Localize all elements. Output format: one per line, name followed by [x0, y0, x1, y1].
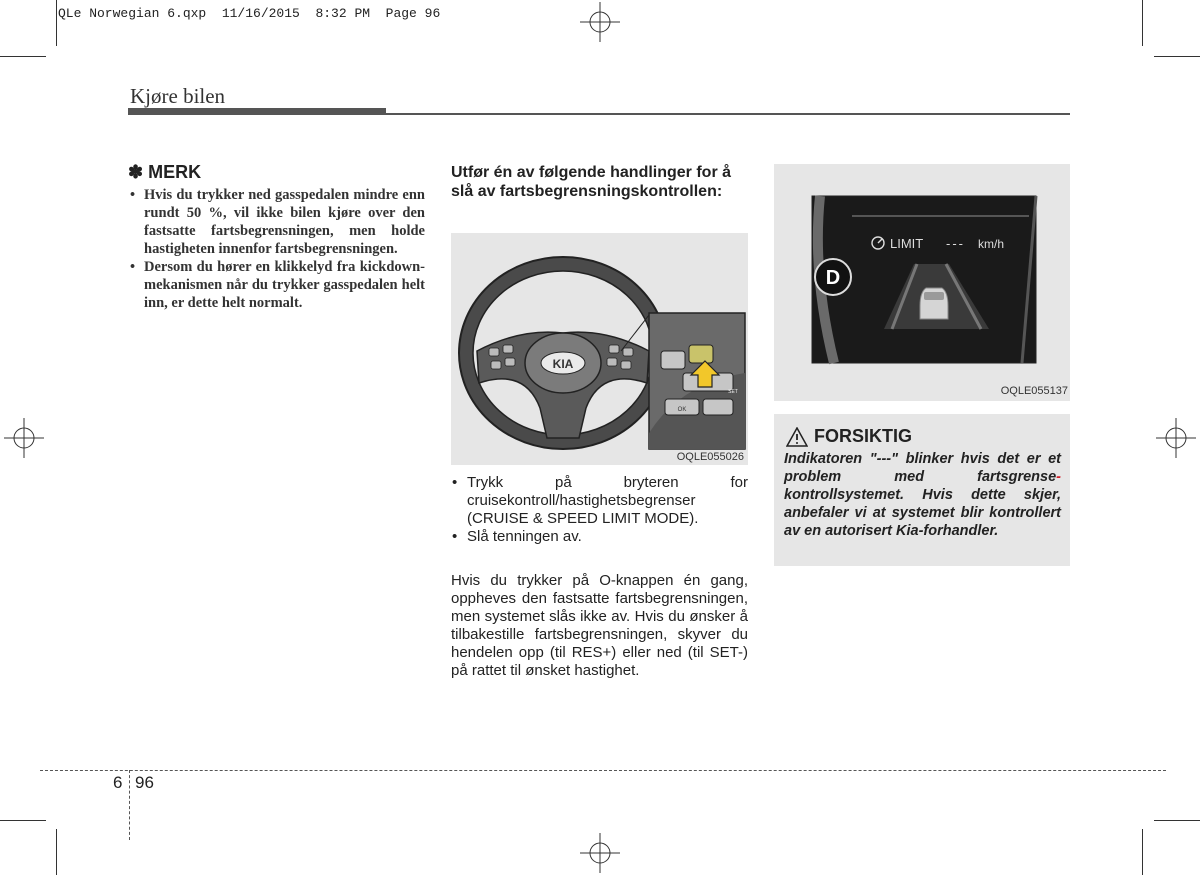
note-heading-text: MERK [148, 162, 202, 182]
instruction-item: • Trykk på bryteren for cruisekontroll/hastighetsbegrenser (CRUISE & SPEED LIMIT MODE). [451, 474, 748, 528]
set-switch-label: SET [728, 389, 738, 395]
print-slug: QLe Norwegian 6.qxp 11/16/2015 8:32 PM Page 96 [58, 6, 441, 21]
caution-heading [786, 426, 912, 447]
crop-mark [1142, 829, 1143, 875]
registration-mark-icon [4, 418, 44, 458]
crop-mark [1154, 56, 1200, 57]
crop-mark [0, 820, 46, 821]
gear-indicator: D [825, 267, 841, 289]
registration-mark-icon [580, 2, 620, 42]
steering-wheel-illustration [451, 233, 748, 465]
instructions-heading: Utfør én av følgende handlinger for å slå av fartsbegrensningskontrollen: [451, 164, 732, 200]
figure-caption: OQLE055026 [676, 451, 744, 463]
title-rule [386, 113, 1070, 115]
caution-text [784, 450, 1061, 540]
footer-divider [129, 770, 130, 840]
crop-mark [0, 56, 46, 57]
caution-box [774, 414, 1070, 566]
steering-wheel-figure [451, 233, 748, 465]
crop-mark [1142, 0, 1143, 46]
note-list [128, 186, 425, 312]
registration-mark-icon [1156, 418, 1196, 458]
note-item: • Hvis du trykker ned gasspedalen mindre enn rundt 50 %, vil ikke bilen kjøre over den fastsatte fartsbegrensningen, men holde hastigheten innenfor fartsbegrensningen. [128, 186, 425, 258]
caution-text-part: kontrollsystemet. Hvis dette skjer, anbefaler vi at systemet blir kontrollert av en autorisert Kia-forhandler. [784, 487, 1061, 539]
crop-mark [56, 0, 57, 46]
caution-text-part: Indikatoren "---" blinker hvis det er et problem med fartsgrense [784, 451, 1061, 485]
limit-value: --- [946, 236, 965, 251]
kia-logo: KIA [552, 357, 574, 371]
registration-mark-icon [580, 833, 620, 873]
caution-heading-text: FORSIKTIG [814, 426, 912, 446]
figure-caption: OQLE055137 [1000, 385, 1068, 397]
note-heading [128, 162, 201, 183]
crop-mark [56, 829, 57, 875]
caution-hyphen: - [1056, 469, 1061, 485]
cluster-figure [774, 164, 1070, 401]
instruction-item: • Slå tenningen av. [451, 528, 748, 546]
ok-button-label: OK [677, 407, 687, 413]
note-item: • Dersom du hører en klikkelyd fra kickdown-mekanismen når du trykker gasspedalen helt inn, er dette helt normalt. [128, 258, 425, 312]
limit-label: LIMIT [890, 236, 924, 251]
instrument-cluster-illustration [774, 164, 1070, 401]
footer-rule [40, 770, 1166, 771]
body-paragraph: Hvis du trykker på O-knappen én gang, oppheves den fastsatte fartsbegrensningen, men systemet slås ikke av. Hvis du ønsker å tilbakestille fartsbegrensningen, skyver du hendelen opp (til RES+) eller ned (til SET-) på rattet til ønsket hastighet. [451, 572, 748, 679]
limit-unit: km/h [978, 237, 1005, 251]
section-title: Kjøre bilen [130, 84, 226, 108]
page-number: 96 [135, 773, 154, 792]
warning-triangle-icon [786, 427, 808, 447]
crop-mark [1154, 820, 1200, 821]
title-rule [128, 108, 386, 115]
note-asterisk-icon: ✽ [128, 162, 144, 182]
chapter-number: 6 [113, 773, 123, 792]
instructions-list [451, 474, 748, 546]
